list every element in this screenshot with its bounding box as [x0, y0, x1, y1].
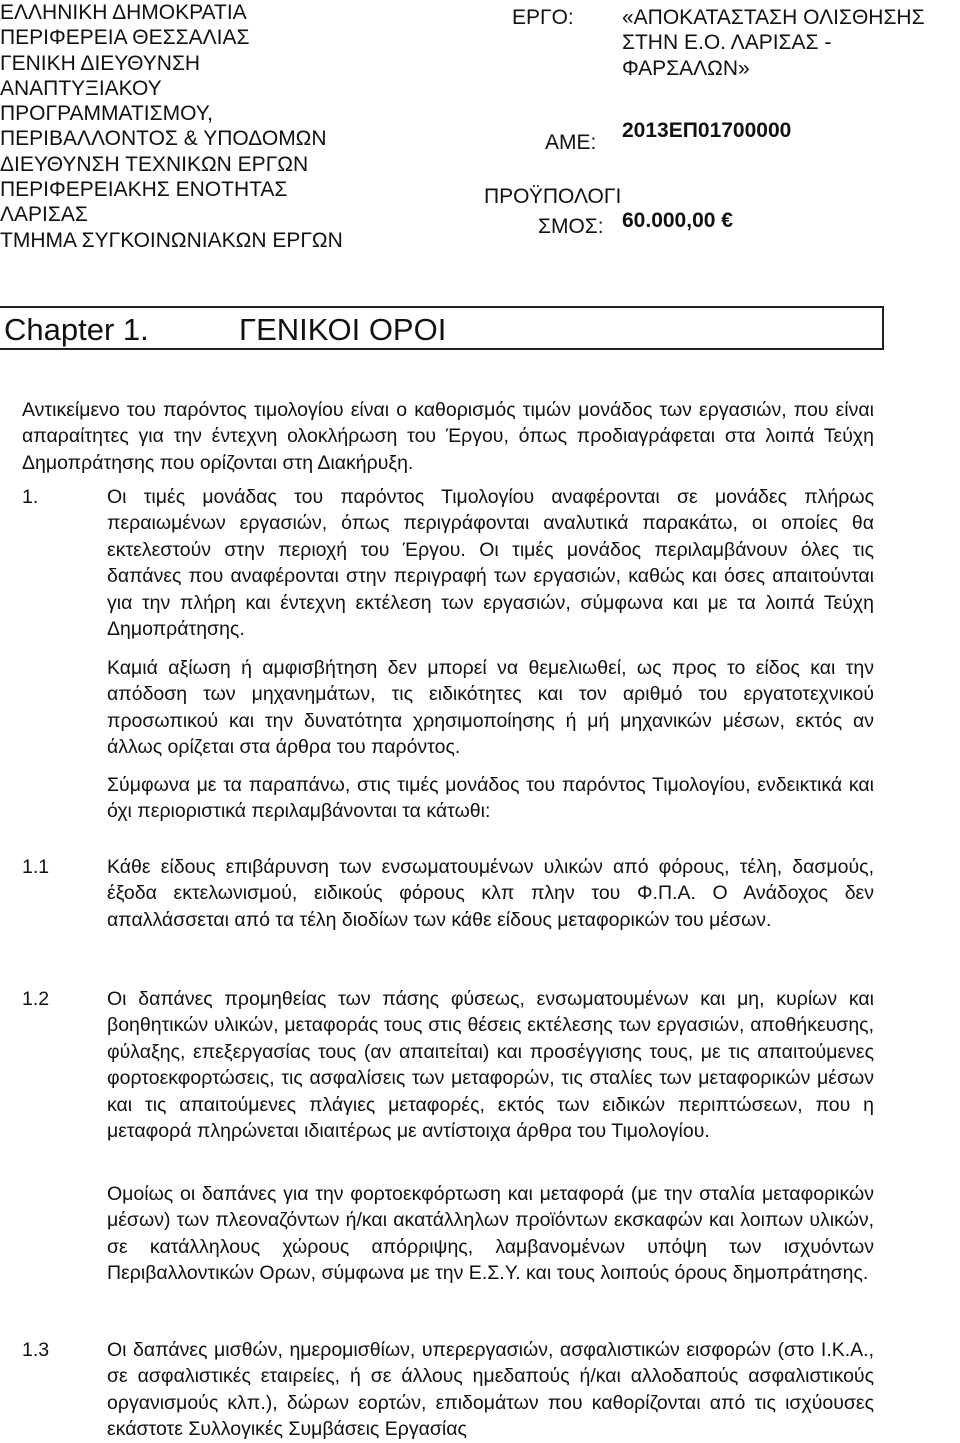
authority-line: ΠΕΡΙΒΑΛΛΟΝΤΟΣ & ΥΠΟΔΟΜΩΝ [0, 127, 327, 151]
item-number: 1.3 [22, 1339, 50, 1361]
item-1-3-paragraph: Οι δαπάνες μισθών, ημερομισθίων, υπερεργασιών, ασφαλιστικών εισφορών (στο Ι.Κ.Α., σε ασφαλιστικές εταιρείες, ή σε άλλους ημεδαπούς ή/και αλλοδαπούς ασφαλιστικούς οργανισμούς κλπ.), δώρων εορτών, επιδομάτων που καθορίζονται από τις ισχύουσες εκάστοτε Συλλογικές Συμβάσεις Εργασίας [107, 1339, 874, 1441]
project-name-line: ΦΑΡΣΑΛΩΝ» [622, 57, 750, 80]
authority-line: ΓΕΝΙΚΗ ΔΙΕΥΘΥΝΣΗ [0, 51, 201, 75]
ame-label: ΑΜΕ: [545, 131, 597, 154]
item-1-paragraph: Οι τιμές μονάδας του παρόντος Τιμολογίου αναφέρονται σε μονάδες πλήρως περαιωμένων εργασιών, όπως περιγράφονται αναλυτικά παρακάτω, οι οποίες θα εκτελεστούν στην περιοχή του Έργου. Οι τιμές μονάδος περιλαμβάνουν όλες τις δαπάνες που αναφέρονται στην περιγραφή των εργασιών, καθώς και όσες απαιτούνται για την πλήρη και έντεχνη εκτέλεση των εργασιών, σύμφωνα και με τα λοιπά Τεύχη Δημοπράτησης. [107, 486, 874, 641]
authority-line: ΔΙΕΥΘΥΝΣΗ ΤΕΧΝΙΚΩΝ ΕΡΓΩΝ [0, 152, 309, 176]
item-1-paragraph-3: Σύμφωνα με τα παραπάνω, στις τιμές μονάδος του παρόντος Τιμολογίου, ενδεικτικά και όχι περιοριστικά περιλαμβάνονται τα κάτωθι: [107, 774, 874, 823]
chapter-label: Chapter 1. [4, 312, 149, 347]
budget-label-line: ΠΡΟΫΠΟΛΟΓΙ [484, 185, 622, 208]
authority-line: ΑΝΑΠΤΥΞΙΑΚΟΥ [0, 76, 162, 100]
item-1-paragraph-2: Καμιά αξίωση ή αμφισβήτηση δεν μπορεί να θεμελιωθεί, ως προς το είδος και την απόδοση των μηχανημάτων, τις ειδικότητες και τον αριθμό του εργατοτεχνικού προσωπικού και την δυνατότητα χρησιμοποίησης ή μή μηχανικών μέσων, εκτός αν άλλως ορίζεται στα άρθρα του παρόντος. [107, 657, 874, 759]
item-number: 1.2 [22, 988, 50, 1010]
budget-label-line: ΣΜΟΣ: [538, 215, 604, 238]
intro-paragraph: Αντικείμενο του παρόντος τιμολογίου είναι ο καθορισμός τιμών μονάδος των εργασιών, που είναι απαραίτητες για την έντεχνη ολοκλήρωση του Έργου, όπως προδιαγράφεται στα λοιπά Τεύχη Δημοπράτησης που ορίζονται στη Διακήρυξη. [22, 399, 874, 474]
ame-value: 2013ΕΠ01700000 [622, 119, 792, 142]
item-1-2-paragraph-2: Ομοίως οι δαπάνες για την φορτοεκφόρτωση και μεταφορά (με την σταλία μεταφορικών μέσων) των πλεοναζόντων ή/και ακατάλληλων προϊόντων εκσκαφών και λοιπων υλικών, σε κατάλληλους χώρους απόρριψης, λαμβανομένων υπόψη των ισχυόντων Περιβαλλοντικών Ορων, σύμφωνα με την Ε.Σ.Υ. και τους λοιπούς όρους δημοπράτησης. [107, 1183, 874, 1285]
authority-line: ΠΕΡΙΦΕΡΕΙΑΚΗΣ ΕΝΟΤΗΤΑΣ [0, 178, 288, 202]
chapter-title: ΓΕΝΙΚΟΙ ΟΡΟΙ [239, 312, 447, 347]
issuing-authority [0, 0, 440, 253]
project-name-line: ΣΤΗΝ Ε.Ο. ΛΑΡΙΣΑΣ - [622, 31, 832, 54]
item-number: 1. [22, 486, 39, 508]
item-1-2-paragraph: Οι δαπάνες προμηθείας των πάσης φύσεως, ενσωματουμένων και μη, κυρίων και βοηθητικών υλικών, μεταφοράς τους στις θέσεις εκτέλεσης των εργασιών, αποθήκευσης, φύλαξης, επεξεργασίας τους (αν απαιτείται) και προσέγγισης τους, με τις απαιτούμενες φορτοεκφορτώσεις, τις ασφαλίσεις των μεταφορών, τις σταλίες των μεταφορικών μέσων και τις απαιτούμενες πλάγιες μεταφορές, εκτός των ειδικών περιπτώσεων, που η μεταφορά πληρώνεται ιδιαιτέρως με αντίστοιχα άρθρα του Τιμολογίου. [107, 988, 874, 1143]
authority-line: ΠΕΡΙΦΕΡΕΙΑ ΘΕΣΣΑΛΙΑΣ [0, 26, 250, 50]
authority-line: ΕΛΛΗΝΙΚΗ ΔΗΜΟΚΡΑΤΙΑ [0, 1, 247, 24]
chapter-heading [0, 306, 884, 350]
project-name-line: «ΑΠΟΚΑΤΑΣΤΑΣΗ ΟΛΙΣΘΗΣΗΣ [622, 6, 925, 29]
budget-value: 60.000,00 € [622, 209, 733, 232]
authority-line: ΤΜΗΜΑ ΣΥΓΚΟΙΝΩΝΙΑΚΩΝ ΕΡΓΩΝ [0, 228, 343, 252]
item-number: 1.1 [22, 856, 50, 878]
authority-line: ΛΑΡΙΣΑΣ [0, 203, 88, 227]
item-1-1-paragraph: Κάθε είδους επιβάρυνση των ενσωματουμένων υλικών από φόρους, τέλη, δασμούς, έξοδα εκτελωνισμού, ειδικούς φόρους κλπ πλην του Φ.Π.Α. Ο Ανάδοχος δεν απαλλάσσεται από τα τέλη διοδίων των κάθε είδους μεταφορικών του μέσων. [107, 856, 874, 931]
authority-line: ΠΡΟΓΡΑΜΜΑΤΙΣΜΟΥ, [0, 102, 213, 126]
project-label: ΕΡΓΟ: [512, 6, 574, 29]
